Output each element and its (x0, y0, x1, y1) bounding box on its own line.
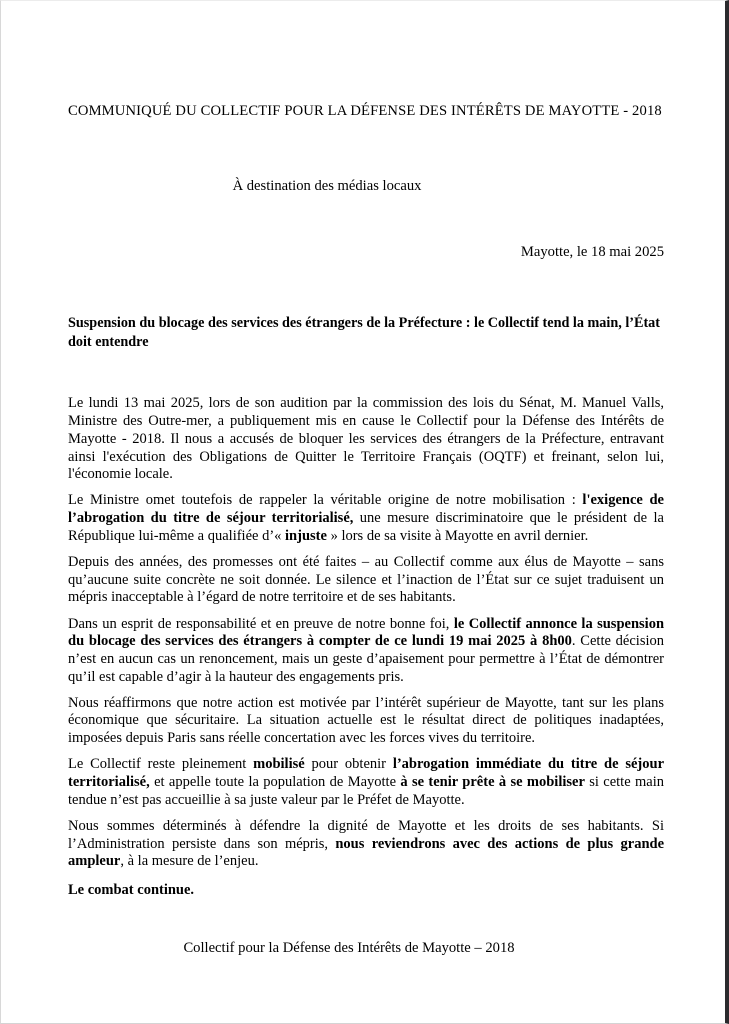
document-subject-title: Suspension du blocage des services des étrangers de la Préfecture : le Collectif tend la main, l’État doit entendre (68, 314, 660, 350)
body-text: et appelle toute la population de Mayotte (149, 774, 401, 791)
document-body (68, 395, 664, 871)
body-text: pour obtenir (304, 756, 393, 773)
emphasis-text: nous reviendrons avec des actions de plus grande ampleur (68, 835, 665, 870)
body-text: » lors de sa visite à Mayotte en avril dernier. (326, 527, 589, 544)
body-text: Depuis des années, des promesses ont été faites – au Collectif comme aux élus de Mayotte – sans qu’aucune suite concrète ne soit donnée. Le silence et l’inaction de l’État sur ce sujet traduisent un mépris inacceptable à l’égard de notre territoire et de ses habitants. (68, 553, 664, 606)
body-text: , à la mesure de l’enjeu. (120, 853, 259, 870)
paragraph-audition (68, 395, 664, 483)
emphasis-text: l’abrogation immédiate du titre de séjour territorialisé, (68, 756, 665, 791)
emphasis-text: à se tenir prête à se mobiliser (400, 774, 585, 791)
body-text: . Cette décision n’est en aucun cas un renoncement, mais un geste d’apaisement pour permettre à l’État de démontrer qu’il est capable d’agir à la hauteur des engagements pris. (68, 633, 665, 685)
emphasis-text: le Collectif annonce la suspension du blocage des services des étrangers à compter de ce lundi 19 mai 2025 à 8h00 (68, 615, 665, 650)
document-header-title: COMMUNIQUÉ DU COLLECTIF POUR LA DÉFENSE DES INTÉRÊTS DE MAYOTTE - 2018 (68, 103, 662, 119)
paragraph-suspension (68, 616, 664, 687)
emphasis-text: mobilisé (253, 756, 305, 773)
body-text: une mesure discriminatoire que le président de la République lui-même a qualifiée d’« (68, 510, 664, 544)
body-text: si cette main tendue n’est pas accueillie à sa juste valeur par le Préfet de Mayotte. (68, 774, 664, 808)
body-text: Nous réaffirmons que notre action est motivée par l’intérêt supérieur de Mayotte, tant sur les plans économique que sécuritaire. La situation actuelle est le résultat direct de politiques inadaptées, imposées depuis Paris sans réelle concertation avec les forces vives du territoire. (68, 694, 664, 747)
body-text: Le Collectif reste pleinement (68, 756, 254, 773)
paragraph-interet-superieur (68, 695, 664, 748)
paragraph-determination (68, 818, 664, 871)
paragraph-promesses (68, 554, 664, 607)
document-recipient-line: À destination des médias locaux (232, 178, 422, 195)
body-text: Dans un esprit de responsabilité et en preuve de notre bonne foi, (68, 615, 454, 632)
paragraph-origine-mobilisation (68, 492, 664, 545)
body-text: Le Ministre omet toutefois de rappeler la véritable origine de notre mobilisation : (68, 492, 583, 509)
document-signature: Collectif pour la Défense des Intérêts de Mayotte – 2018 (183, 939, 515, 956)
body-text: Le lundi 13 mai 2025, lors de son audition par la commission des lois du Sénat, M. Manuel Valls, Ministre des Outre-mer, a publiquement mis en cause le Collectif pour la Défense des Intérêts de Mayotte - 2018. Il nous a accusés de bloquer les services des étrangers de la Préfecture, entravant ainsi l'exécution des Obligations de Quitter le Territoire Français (OQTF) et freinant, selon lui, l'économie locale. (68, 395, 664, 483)
document-date-line: Mayotte, le 18 mai 2025 (520, 244, 664, 261)
emphasis-text: l'exigence de l’abrogation du titre de séjour territorialisé, (68, 492, 664, 527)
paragraph-mobilisation (68, 756, 664, 809)
emphasis-text: injuste (285, 527, 327, 544)
document-closing-statement: Le combat continue. (68, 881, 195, 898)
document-content (68, 1, 664, 957)
body-text: Nous sommes déterminés à défendre la dignité de Mayotte et les droits de ses habitants. Si l’Administration persiste dans son mépris, (68, 817, 664, 852)
